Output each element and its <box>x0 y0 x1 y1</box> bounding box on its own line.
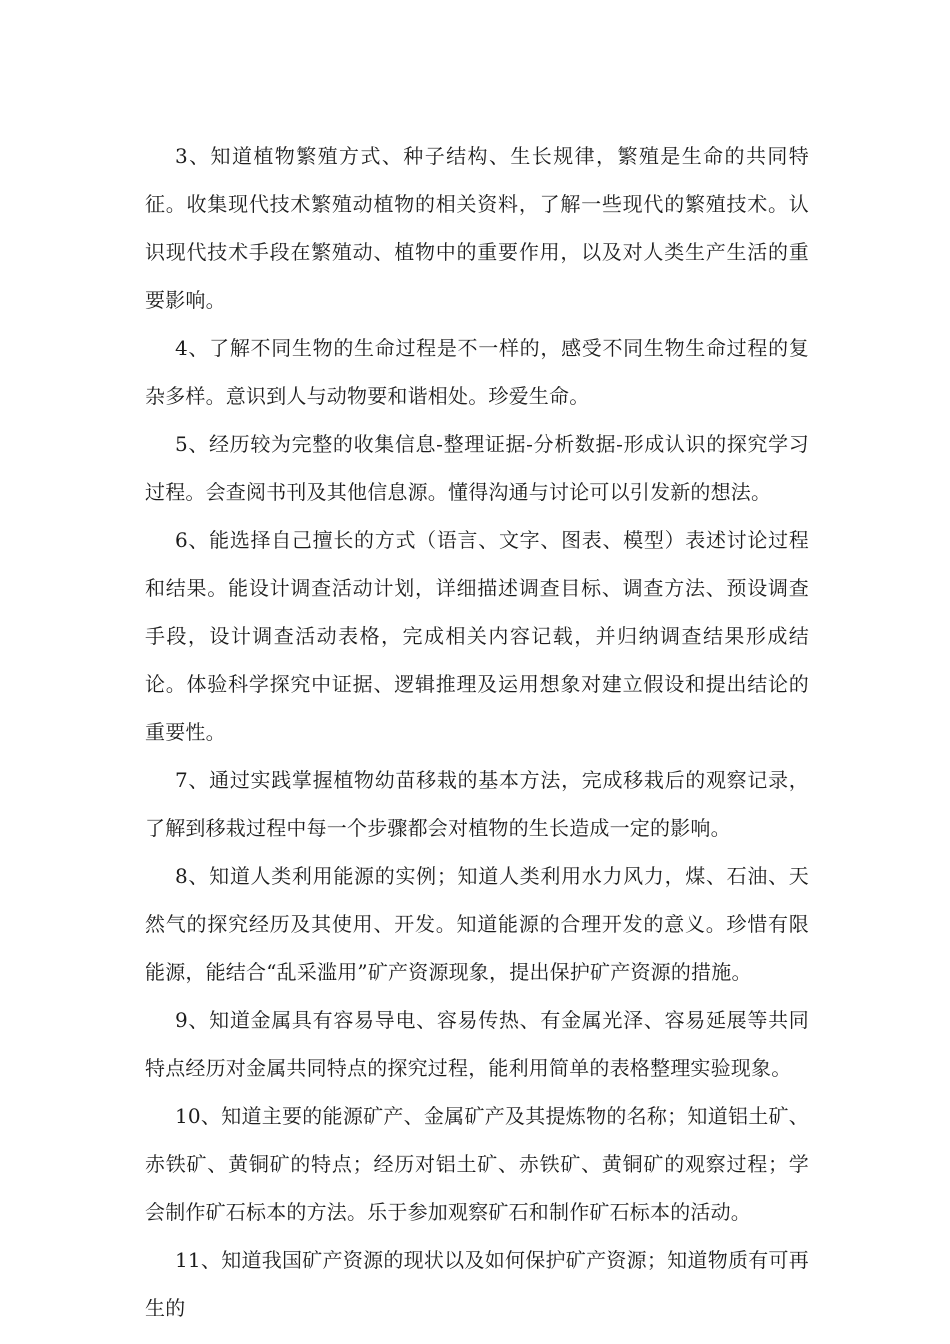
document-body <box>145 132 809 1332</box>
paragraph-item-10: 10、知道主要的能源矿产、金属矿产及其提炼物的名称；知道铝土矿、赤铁矿、黄铜矿的特点；经历对铝土矿、赤铁矿、黄铜矿的观察过程；学会制作矿石标本的方法。乐于参加观察矿石和制作矿石标本的活动。 <box>145 1104 809 1224</box>
paragraph-item-5: 5、经历较为完整的收集信息-整理证据-分析数据-形成认识的探究学习过程。会查阅书刊及其他信息源。懂得沟通与讨论可以引发新的想法。 <box>145 432 809 504</box>
paragraph-item-6: 6、能选择自己擅长的方式（语言、文字、图表、模型）表述讨论过程和结果。能设计调查活动计划，详细描述调查目标、调查方法、预设调查手段，设计调查活动表格，完成相关内容记载，并归纳调查结果形成结论。体验科学探究中证据、逻辑推理及运用想象对建立假设和提出结论的重要性。 <box>145 528 809 744</box>
paragraph-item-3: 3、知道植物繁殖方式、种子结构、生长规律，繁殖是生命的共同特征。收集现代技术繁殖动植物的相关资料，了解一些现代的繁殖技术。认识现代技术手段在繁殖动、植物中的重要作用，以及对人类生产生活的重要影响。 <box>145 144 809 312</box>
paragraph-item-4: 4、了解不同生物的生命过程是不一样的，感受不同生物生命过程的复杂多样。意识到人与动物要和谐相处。珍爱生命。 <box>145 336 809 408</box>
paragraph-item-8: 8、知道人类利用能源的实例；知道人类利用水力风力，煤、石油、天然气的探究经历及其使用、开发。知道能源的合理开发的意义。珍惜有限能源，能结合“乱采滥用”矿产资源现象，提出保护矿产资源的措施。 <box>145 864 809 984</box>
paragraph-item-7: 7、通过实践掌握植物幼苗移栽的基本方法，完成移栽后的观察记录，了解到移栽过程中每一个步骤都会对植物的生长造成一定的影响。 <box>145 768 809 840</box>
paragraph-item-11: 11、知道我国矿产资源的现状以及如何保护矿产资源；知道物质有可再生的 <box>145 1248 809 1320</box>
paragraph-item-9: 9、知道金属具有容易导电、容易传热、有金属光泽、容易延展等共同特点经历对金属共同特点的探究过程，能利用简单的表格整理实验现象。 <box>145 1008 809 1080</box>
